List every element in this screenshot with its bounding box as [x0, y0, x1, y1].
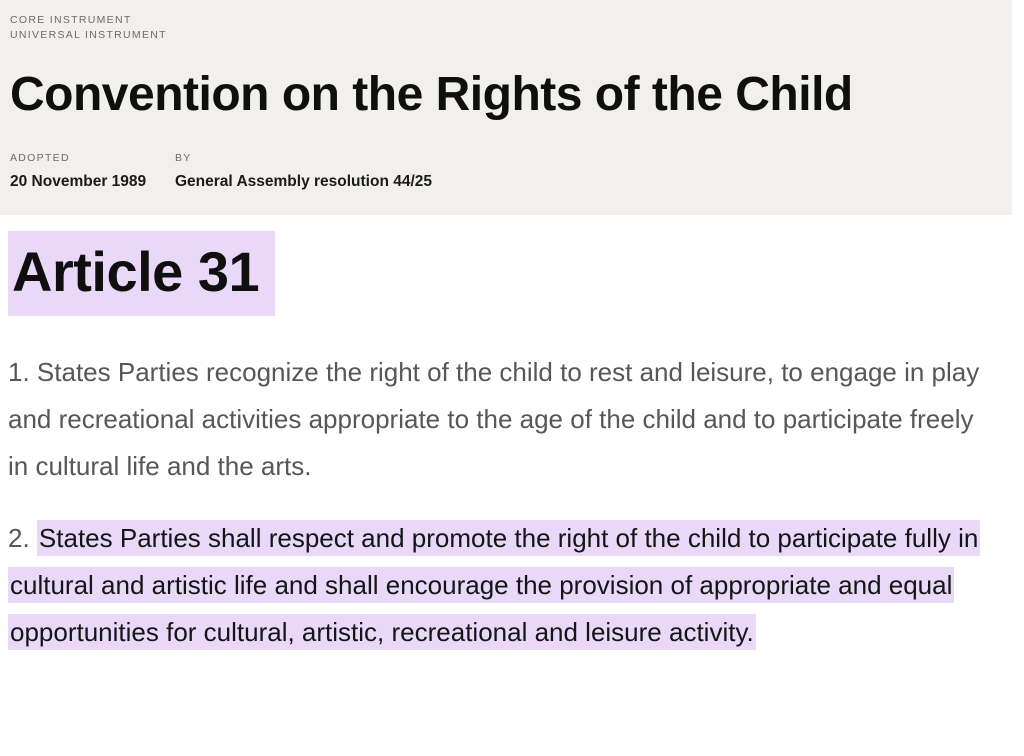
article-paragraph-2 — [8, 515, 990, 656]
instrument-tags — [10, 13, 1002, 43]
article-heading — [8, 239, 990, 303]
paragraph-1-number: 1. — [8, 356, 30, 387]
by-label: BY — [175, 151, 192, 164]
paragraph-2-number: 2. — [8, 522, 30, 553]
article-content — [0, 239, 1024, 656]
adopted-column — [10, 152, 175, 191]
resolution-reference: General Assembly resolution 44/25 — [175, 172, 433, 190]
page-title: Convention on the Rights of the Child — [10, 68, 853, 121]
paragraph-2-highlighted-text: States Parties shall respect and promote the right of the child to participate fully in cultural and artistic life and shall encourage the provision of appropriate and equal opportunities for cultural, artistic, recreational and leisure activity. — [8, 520, 980, 650]
adopted-label: ADOPTED — [10, 151, 70, 164]
article-paragraph-1 — [8, 349, 990, 490]
instrument-banner — [0, 0, 1012, 215]
by-column — [175, 152, 442, 191]
adoption-meta — [10, 152, 1002, 191]
article-heading-highlight: Article 31 — [8, 231, 275, 316]
adopted-date: 20 November 1989 — [10, 172, 147, 190]
tag-core-instrument: CORE INSTRUMENT — [10, 14, 132, 26]
tag-universal-instrument: UNIVERSAL INSTRUMENT — [10, 29, 167, 41]
paragraph-1-text: States Parties recognize the right of the child to rest and leisure, to engage in play and recreational activities appropriate to the age of the child and to participate freely in cultural life and the arts. — [8, 356, 980, 481]
